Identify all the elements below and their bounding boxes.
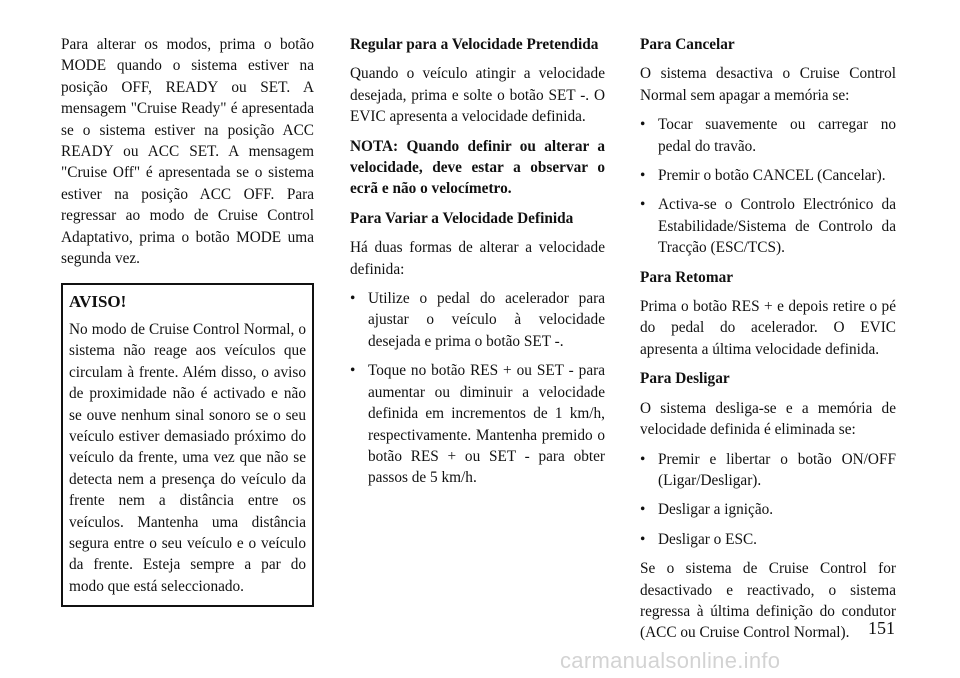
bullet-icon: • — [640, 167, 646, 185]
list-item: • Toque no botão RES + ou SET - para aumentar ou diminuir a velocidade definida em incrementos de 1 km/h, respectivamente. Mantenha premido o botão RES + ou SET - para obter passos de 5 km/h. — [350, 362, 605, 487]
resume-paragraph: Prima o botão RES + e depois retire o pé do pedal do acelerador. O EVIC apresenta a última velocidade definida. — [640, 298, 896, 358]
column-middle — [350, 34, 605, 497]
turn-off-paragraph: O sistema desliga-se e a memória de velocidade definida é eliminada se: — [640, 399, 896, 439]
section-heading-vary-speed: Para Variar a Velocidade Definida — [350, 209, 574, 227]
list-item: • Tocar suavemente ou carregar no pedal do travão. — [640, 116, 896, 155]
column-right — [640, 34, 896, 652]
warning-body: No modo de Cruise Control Normal, o sistema não reage aos veículos que circulam à frente. Além disso, o aviso de proximidade não é activado e não se ouve nenhum sinal sonoro se o seu veículo estiver demasiado próximo do veículo da frente, uma vez que não se detecta nem a presença do veículo da frente nem a distância entre os veículos. Mantenha uma distância segura entre o seu veículo e o veículo da frente. Esteja sempre a par do modo que está seleccionado. — [69, 320, 306, 595]
page-number: 151 — [868, 618, 895, 638]
note-paragraph: NOTA: Quando definir ou alterar a velocidade, deve estar a observar o ecrã e não o velocímetro. — [350, 137, 605, 198]
list-item: • Desligar a ignição. — [640, 499, 896, 520]
bullet-icon: • — [640, 450, 646, 468]
intro-paragraph: Para alterar os modos, prima o botão MODE quando o sistema estiver na posição OFF, READY ou SET. A mensagem "Cruise Ready" é apresentada se o sistema estiver na posição ACC READY ou ACC SET. A mensagem "Cruise Off" é apresentada se o sistema estiver na posição ACC OFF. Para regressar ao modo de Cruise Control Adaptativo, prima o botão MODE uma segunda vez. — [61, 36, 314, 268]
list-item: • Utilize o pedal do acelerador para ajustar o veículo à velocidade desejada e prima o botão SET -. — [350, 290, 605, 350]
warning-title: AVISO! — [69, 292, 127, 312]
bullet-icon: • — [640, 501, 646, 519]
section-heading-resume: Para Retomar — [640, 268, 734, 286]
bullet-icon: • — [640, 116, 646, 134]
section-heading-set-speed: Regular para a Velocidade Pretendida — [350, 36, 599, 53]
warning-box — [61, 283, 314, 607]
column-left — [61, 34, 314, 607]
bullet-icon: • — [350, 362, 356, 380]
vary-speed-paragraph: Há duas formas de alterar a velocidade definida: — [350, 239, 605, 278]
bullet-icon: • — [640, 196, 646, 214]
list-item: • Desligar o ESC. — [640, 529, 896, 550]
bullet-icon: • — [640, 530, 646, 548]
section-heading-cancel: Para Cancelar — [640, 36, 735, 53]
reactivation-paragraph: Se o sistema de Cruise Control for desactivado e reactivado, o sistema regressa à última definição do condutor (ACC ou Cruise Control Normal). — [640, 560, 896, 642]
section-heading-turn-off: Para Desligar — [640, 370, 730, 388]
list-item: • Premir o botão CANCEL (Cancelar). — [640, 165, 896, 186]
list-item: • Activa-se o Controlo Electrónico da Estabilidade/Sistema de Controlo da Tracção (ESC/TCS). — [640, 196, 896, 257]
set-speed-paragraph: Quando o veículo atingir a velocidade desejada, prima e solte o botão SET -. O EVIC apresenta a velocidade definida. — [350, 65, 605, 126]
vary-speed-list — [350, 288, 605, 489]
list-item: • Premir e libertar o botão ON/OFF (Ligar/Desligar). — [640, 450, 896, 489]
cancel-list — [640, 114, 896, 258]
cancel-paragraph: O sistema desactiva o Cruise Control Normal sem apagar a memória se: — [640, 65, 896, 104]
bullet-icon: • — [350, 290, 356, 308]
watermark: carmanualsonline.info — [560, 648, 781, 673]
turn-off-list — [640, 449, 896, 551]
